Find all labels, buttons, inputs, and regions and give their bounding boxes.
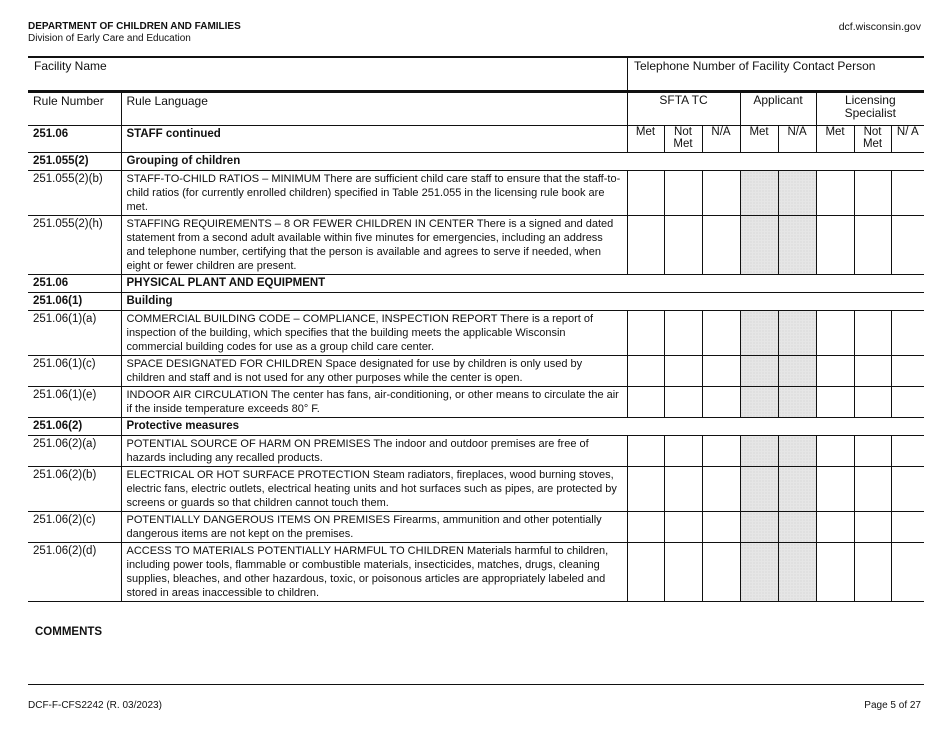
- applicant-na-cell[interactable]: [778, 171, 816, 216]
- licensing-met-cell[interactable]: [816, 436, 854, 467]
- table-row: [28, 543, 924, 602]
- sftatc-met-cell[interactable]: [627, 467, 664, 512]
- rule-number: 251.055(2)(h): [28, 216, 121, 275]
- licensing-na-cell[interactable]: [891, 171, 924, 216]
- sftatc-not-met-cell[interactable]: [664, 543, 702, 602]
- sftatc-na-cell[interactable]: [702, 171, 740, 216]
- rule-number: 251.06(1)(c): [28, 356, 121, 387]
- sftatc-na-cell[interactable]: [702, 512, 740, 543]
- licensing-met-cell[interactable]: [816, 311, 854, 356]
- rule-language: ELECTRICAL OR HOT SURFACE PROTECTION Steam radiators, fireplaces, wood burning stoves, electric fans, electric outlets, electrical heating units and hot surfaces such as pipes, are protected by screens or guards so that children cannot touch them.: [121, 467, 627, 512]
- table-row: [28, 436, 924, 467]
- applicant-na-header: N/A: [778, 126, 816, 153]
- rule-number: 251.06(2)(b): [28, 467, 121, 512]
- licensing-na-cell[interactable]: [891, 387, 924, 418]
- applicant-na-cell[interactable]: [778, 436, 816, 467]
- licensing-na-cell[interactable]: [891, 543, 924, 602]
- sftatc-not-met-cell[interactable]: [664, 436, 702, 467]
- section-header-row: [28, 126, 924, 153]
- licensing-na-cell[interactable]: [891, 467, 924, 512]
- licensing-not-met-cell[interactable]: [854, 436, 891, 467]
- subsection-number: 251.06(1): [28, 293, 121, 311]
- applicant-met-cell[interactable]: [740, 543, 778, 602]
- applicant-met-header: Met: [740, 126, 778, 153]
- section-number: 251.06: [28, 126, 121, 153]
- rule-language: ACCESS TO MATERIALS POTENTIALLY HARMFUL TO CHILDREN Materials harmful to children, including power tools, flammable or combustible materials, insecticides, matches, drugs, cleaning supplies, bleaches, and other hazardous, toxic, or poisonous articles are appropriately labeled and stored in areas inaccessible to children.: [121, 543, 627, 602]
- subsection-number: 251.055(2): [28, 153, 121, 171]
- sftatc-na-cell[interactable]: [702, 543, 740, 602]
- checklist-table: [28, 92, 924, 602]
- licensing-not-met-cell[interactable]: [854, 512, 891, 543]
- licensing-not-met-cell[interactable]: [854, 311, 891, 356]
- rule-language: POTENTIALLY DANGEROUS ITEMS ON PREMISES Firearms, ammunition and other potentially dangerous items are not kept on the premises.: [121, 512, 627, 543]
- document-header: [28, 21, 241, 45]
- sftatc-na-cell[interactable]: [702, 216, 740, 275]
- sftatc-met-cell[interactable]: [627, 356, 664, 387]
- licensing-na-cell[interactable]: [891, 436, 924, 467]
- sftatc-not-met-cell[interactable]: [664, 387, 702, 418]
- sftatc-not-met-cell[interactable]: [664, 356, 702, 387]
- facility-name-label: Facility Name: [34, 59, 107, 73]
- subsection-row: [28, 153, 924, 171]
- licensing-not-met-header: Not Met: [854, 126, 891, 153]
- applicant-na-cell[interactable]: [778, 387, 816, 418]
- licensing-met-cell[interactable]: [816, 356, 854, 387]
- licensing-na-cell[interactable]: [891, 512, 924, 543]
- licensing-na-cell[interactable]: [891, 216, 924, 275]
- subsection-title: PHYSICAL PLANT AND EQUIPMENT: [121, 275, 924, 293]
- sftatc-not-met-cell[interactable]: [664, 216, 702, 275]
- licensing-not-met-cell[interactable]: [854, 467, 891, 512]
- subsection-title: Grouping of children: [121, 153, 924, 171]
- subsection-number: 251.06: [28, 275, 121, 293]
- table-row: [28, 512, 924, 543]
- sftatc-met-cell[interactable]: [627, 543, 664, 602]
- rule-number: 251.06(2)(a): [28, 436, 121, 467]
- applicant-met-cell[interactable]: [740, 216, 778, 275]
- applicant-met-cell[interactable]: [740, 171, 778, 216]
- sftatc-not-met-cell[interactable]: [664, 512, 702, 543]
- table-row: [28, 216, 924, 275]
- sftatc-na-cell[interactable]: [702, 311, 740, 356]
- rule-language: SPACE DESIGNATED FOR CHILDREN Space designated for use by children is only used by children and staff and is not used for any other purposes while the center is open.: [121, 356, 627, 387]
- sftatc-met-cell[interactable]: [627, 436, 664, 467]
- sftatc-na-header: N/A: [702, 126, 740, 153]
- applicant-group-header: Applicant: [740, 93, 816, 126]
- subsection-title: Building: [121, 293, 924, 311]
- table-row: [28, 467, 924, 512]
- rule-language: STAFF-TO-CHILD RATIOS – MINIMUM There are sufficient child care staff to ensure that the staff-to-child ratios (for currently enrolled children) specified in Table 251.055 in the licensing rule book are met.: [121, 171, 627, 216]
- sftatc-not-met-cell[interactable]: [664, 171, 702, 216]
- subsection-row: [28, 418, 924, 436]
- licensing-met-cell[interactable]: [816, 467, 854, 512]
- rule-language-header: Rule Language: [121, 93, 627, 126]
- website-text: dcf.wisconsin.gov: [838, 21, 921, 33]
- department-name: DEPARTMENT OF CHILDREN AND FAMILIES: [28, 21, 241, 32]
- licensing-not-met-cell[interactable]: [854, 356, 891, 387]
- table-row: [28, 356, 924, 387]
- division-name: Division of Early Care and Education: [28, 33, 191, 44]
- rule-number: 251.055(2)(b): [28, 171, 121, 216]
- sftatc-not-met-cell[interactable]: [664, 467, 702, 512]
- rule-number: 251.06(1)(a): [28, 311, 121, 356]
- subsection-title: Protective measures: [121, 418, 924, 436]
- form-number: DCF-F-CFS2242 (R. 03/2023): [28, 700, 162, 711]
- licensing-na-cell[interactable]: [891, 356, 924, 387]
- applicant-na-cell[interactable]: [778, 512, 816, 543]
- applicant-met-cell[interactable]: [740, 467, 778, 512]
- subsection-row: [28, 275, 924, 293]
- facility-phone-label: Telephone Number of Facility Contact Person: [634, 59, 876, 73]
- rule-language: POTENTIAL SOURCE OF HARM ON PREMISES The indoor and outdoor premises are free of hazards including any recalled products.: [121, 436, 627, 467]
- sftatc-met-header: Met: [627, 126, 664, 153]
- applicant-met-cell[interactable]: [740, 311, 778, 356]
- applicant-na-cell[interactable]: [778, 467, 816, 512]
- licensing-met-cell[interactable]: [816, 171, 854, 216]
- licensing-not-met-cell[interactable]: [854, 387, 891, 418]
- applicant-met-cell[interactable]: [740, 512, 778, 543]
- sftatc-met-cell[interactable]: [627, 512, 664, 543]
- sftatc-na-cell[interactable]: [702, 387, 740, 418]
- section-title: STAFF continued: [121, 126, 627, 153]
- sftatc-met-cell[interactable]: [627, 311, 664, 356]
- applicant-na-cell[interactable]: [778, 356, 816, 387]
- table-header-row: [28, 93, 924, 126]
- rule-language: COMMERCIAL BUILDING CODE – COMPLIANCE, INSPECTION REPORT There is a report of inspection of the building, which specifies that the building meets the applicable Wisconsin commercial building codes for use as a group child care center.: [121, 311, 627, 356]
- sftatc-met-cell[interactable]: [627, 171, 664, 216]
- subsection-row: [28, 293, 924, 311]
- sftatc-not-met-cell[interactable]: [664, 311, 702, 356]
- applicant-met-cell[interactable]: [740, 436, 778, 467]
- rule-language: STAFFING REQUIREMENTS – 8 OR FEWER CHILDREN IN CENTER There is a signed and dated statement from a second adult available within five minutes for emergencies, including an address and telephone number, certifying that the person is available and agrees to serve if needed, when eight or fewer children are present.: [121, 216, 627, 275]
- licensing-not-met-cell[interactable]: [854, 216, 891, 275]
- subsection-number: 251.06(2): [28, 418, 121, 436]
- rule-number-header: Rule Number: [28, 93, 121, 126]
- licensing-na-cell[interactable]: [891, 311, 924, 356]
- table-row: [28, 311, 924, 356]
- sftatc-met-cell[interactable]: [627, 216, 664, 275]
- licensing-met-header: Met: [816, 126, 854, 153]
- licensing-na-header: N/ A: [891, 126, 924, 153]
- applicant-met-cell[interactable]: [740, 387, 778, 418]
- page-number: Page 5 of 27: [864, 700, 921, 711]
- licensing-met-cell[interactable]: [816, 543, 854, 602]
- sftatc-met-cell[interactable]: [627, 387, 664, 418]
- applicant-na-cell[interactable]: [778, 311, 816, 356]
- sftatc-na-cell[interactable]: [702, 436, 740, 467]
- rule-language: INDOOR AIR CIRCULATION The center has fans, air-conditioning, or other means to circulate the air if the inside temperature exceeds 80° F.: [121, 387, 627, 418]
- licensing-met-cell[interactable]: [816, 216, 854, 275]
- rule-number: 251.06(2)(c): [28, 512, 121, 543]
- comments-label: COMMENTS: [35, 626, 103, 638]
- licensing-met-cell[interactable]: [816, 387, 854, 418]
- licensing-not-met-cell[interactable]: [854, 171, 891, 216]
- sftatc-na-cell[interactable]: [702, 467, 740, 512]
- facility-info-row: [28, 57, 924, 92]
- rule-number: 251.06(2)(d): [28, 543, 121, 602]
- applicant-na-cell[interactable]: [778, 216, 816, 275]
- table-row: [28, 387, 924, 418]
- applicant-met-cell[interactable]: [740, 356, 778, 387]
- sftatc-na-cell[interactable]: [702, 356, 740, 387]
- sftatc-group-header: SFTA TC: [627, 93, 740, 126]
- licensing-met-cell[interactable]: [816, 512, 854, 543]
- sftatc-not-met-header: Not Met: [664, 126, 702, 153]
- rule-number: 251.06(1)(e): [28, 387, 121, 418]
- table-row: [28, 171, 924, 216]
- licensing-not-met-cell[interactable]: [854, 543, 891, 602]
- licensing-specialist-group-header: Licensing Specialist: [816, 93, 924, 126]
- applicant-na-cell[interactable]: [778, 543, 816, 602]
- footer-divider: [28, 684, 924, 685]
